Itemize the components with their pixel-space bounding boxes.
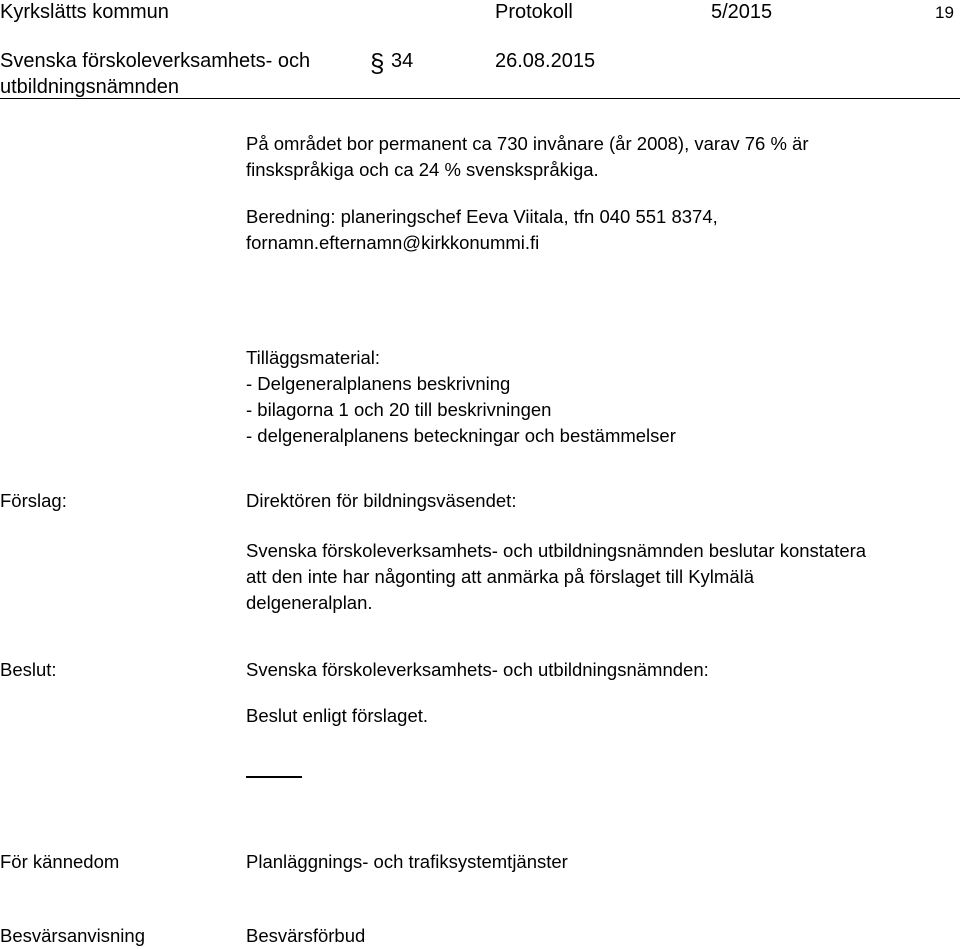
decision-label: Beslut: <box>0 659 57 680</box>
population-paragraph <box>246 131 809 183</box>
decision-text: Beslut enligt förslaget. <box>246 705 429 726</box>
text-line: fornamn.efternamn@kirkkonummi.fi <box>246 232 540 253</box>
text-line: att den inte har någonting att anmärka på förslaget till Kylmälä <box>246 566 755 587</box>
appeal-value: Besvärsförbud <box>246 925 366 946</box>
for-information-value: Planläggnings- och trafiksystemtjänster <box>246 851 568 872</box>
section-symbol: § <box>370 48 385 78</box>
proposal-text <box>246 538 866 616</box>
list-item: - Delgeneralplanens beskrivning <box>246 373 511 394</box>
section-number: 34 <box>391 50 414 72</box>
document-type: Protokoll <box>495 1 573 23</box>
committee-name-line1: Svenska förskoleverksamhets- och <box>0 50 311 72</box>
appeal-label: Besvärsanvisning <box>0 925 145 946</box>
committee-name-line2: utbildningsnämnden <box>0 76 180 98</box>
meeting-date: 26.08.2015 <box>495 50 596 72</box>
text-line: På området bor permanent ca 730 invånare (år 2008), varav 76 % är <box>246 133 809 154</box>
text-line: Beredning: planeringschef Eeva Viitala, tfn 040 551 8374, <box>246 206 718 227</box>
text-line: Svenska förskoleverksamhets- och utbildningsnämnden beslutar konstatera <box>246 540 867 561</box>
page-number: 19 <box>935 3 954 22</box>
proposal-label: Förslag: <box>0 490 67 511</box>
document-number: 5/2015 <box>711 1 773 23</box>
appendix-list <box>246 345 676 449</box>
proposal-presenter: Direktören för bildningsväsendet: <box>246 490 517 511</box>
text-line: delgeneralplan. <box>246 592 373 613</box>
list-item: - bilagorna 1 och 20 till beskrivningen <box>246 399 552 420</box>
for-information-label: För kännedom <box>0 851 120 872</box>
text-line: finskspråkiga och ca 24 % svenskspråkiga. <box>246 159 599 180</box>
municipality-name: Kyrkslätts kommun <box>0 1 169 23</box>
header-divider <box>0 98 960 99</box>
decision-body: Svenska förskoleverksamhets- och utbildningsnämnden: <box>246 659 709 680</box>
decision-end-line <box>246 776 302 778</box>
list-item: - delgeneralplanens beteckningar och bestämmelser <box>246 425 676 446</box>
preparation-paragraph <box>246 204 718 256</box>
appendix-heading: Tilläggsmaterial: <box>246 347 380 368</box>
